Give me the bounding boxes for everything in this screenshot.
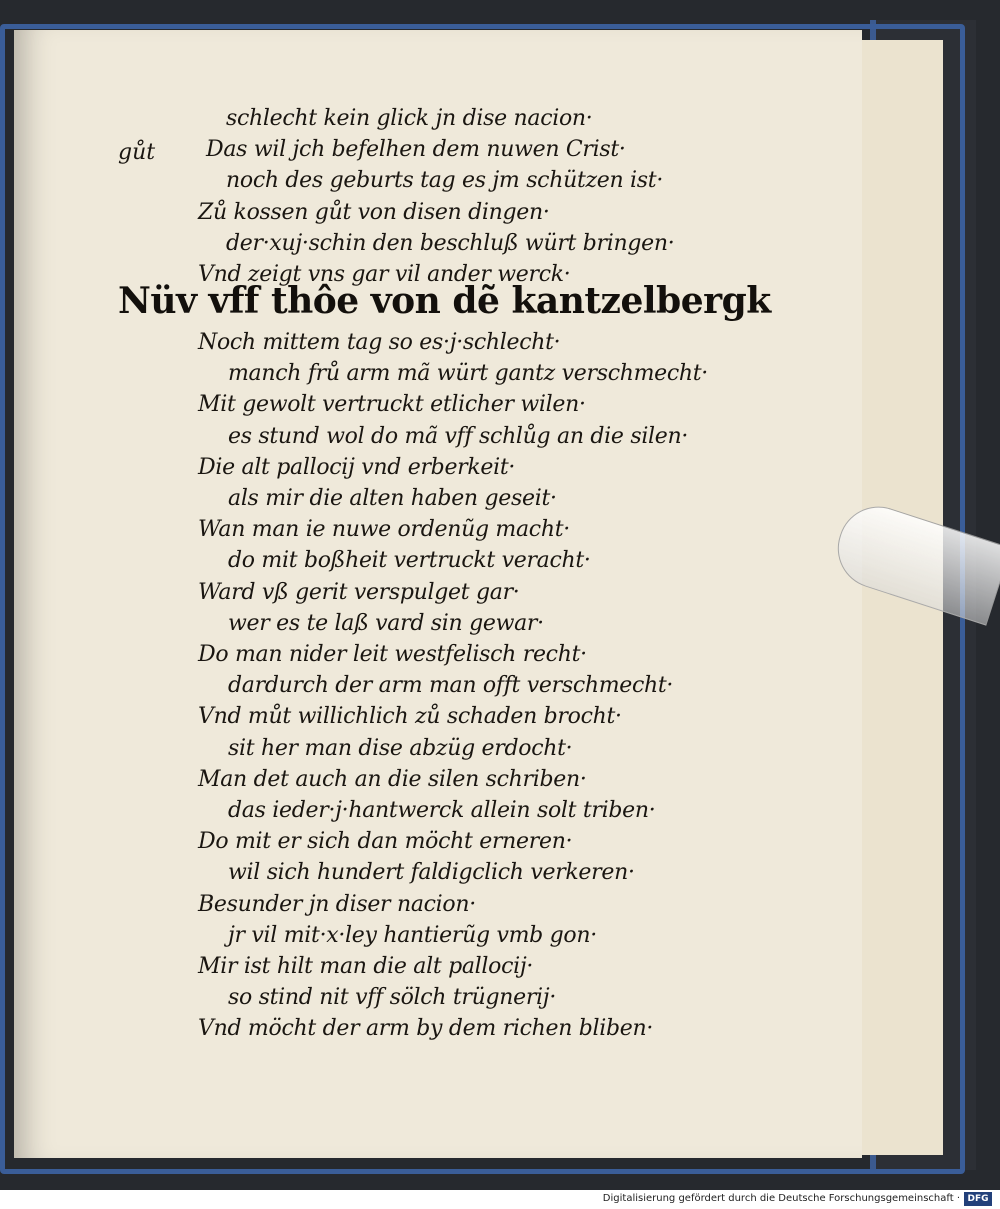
marginal-note: gůt (118, 140, 156, 165)
footer-bar (0, 1190, 1000, 1209)
dfg-logo: DFG (964, 1192, 992, 1206)
verse-line: Mir ist hilt man die alt pallocij· (198, 954, 534, 979)
verse-line: noch des geburts tag es jm schützen ist· (226, 168, 664, 194)
verse-line: Do man nider leit westfelisch recht· (198, 642, 587, 667)
verse-line: so stind nit vff sölch trügnerij· (228, 985, 557, 1011)
verse-line: wil sich hundert faldigclich verkeren· (228, 860, 635, 886)
verse-line: Man det auch an die silen schriben· (198, 766, 587, 792)
verse-line: als mir die alten haben geseit· (228, 486, 557, 511)
verse-line: manch frů arm mã würt gantz verschmecht· (228, 361, 709, 387)
verse-line: schlecht kein glick jn dise nacion· (226, 106, 593, 131)
verse-line: es stund wol do mã vff schlůg an die silen· (228, 423, 689, 449)
verse-line: Ward vß gerit verspulget gar· (198, 579, 520, 605)
verse-line: der·xuj·schin den beschluß würt bringen· (226, 230, 675, 256)
verse-line: do mit boßheit vertruckt veracht· (228, 548, 591, 574)
verse-line: jr vil mit·x·ley hantierũg vmb gon· (228, 922, 597, 948)
verse-line: Noch mittem tag so es·j·schlecht· (198, 330, 561, 355)
verse-line: Vnd můt willichlich zů schaden brocht· (198, 704, 622, 730)
verse-line: Do mit er sich dan möcht erneren· (198, 829, 573, 855)
verse-line: Zů kossen gůt von disen dingen· (198, 199, 550, 225)
verse-line: wer es te laß vard sin gewar· (228, 610, 544, 636)
section-heading: Nüv vff thôe von dẽ kantzelbergk (118, 280, 771, 322)
verse-line: Das wil jch befelhen dem nuwen Crist· (206, 137, 626, 163)
footer-credit: Digitalisierung gefördert durch die Deutsche Forschungsgemeinschaft · (602, 1193, 960, 1204)
verse-line: Wan man ie nuwe ordenũg macht· (198, 517, 570, 543)
verse-line: Besunder jn diser nacion· (198, 891, 476, 917)
verse-line: Die alt pallocij vnd erberkeit· (198, 454, 516, 480)
verse-line: Mit gewolt vertruckt etlicher wilen· (198, 392, 586, 418)
verse-line: Vnd zeigt vns gar vil ander werck· (198, 262, 571, 287)
verse-line: das ieder·j·hantwerck allein solt triben· (228, 798, 656, 823)
verse-line: sit her man dise abzüg erdocht· (228, 735, 573, 761)
verse-line: Vnd möcht der arm by dem richen bliben· (198, 1016, 654, 1042)
verse-line: dardurch der arm man offt verschmecht· (228, 673, 674, 699)
